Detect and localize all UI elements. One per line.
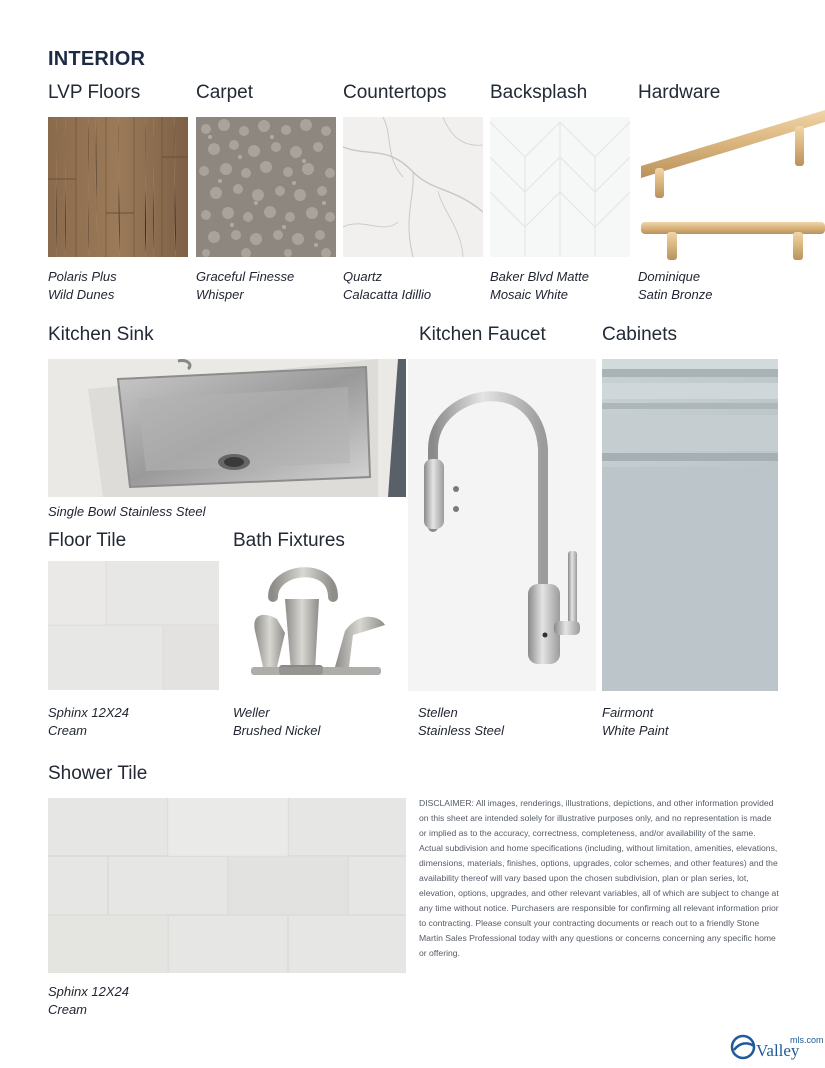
caption-kitchen-faucet	[418, 704, 504, 740]
heading-bath-fixtures: Bath Fixtures	[233, 530, 345, 551]
heading-floor-tile: Floor Tile	[48, 530, 127, 551]
caption-line1: Quartz	[343, 269, 383, 284]
caption-line1: Single Bowl Stainless Steel	[48, 504, 206, 519]
carpet-swatch	[196, 117, 336, 257]
hardware-swatch	[637, 108, 825, 268]
caption-line1: Baker Blvd Matte	[490, 269, 589, 284]
caption-line1: Sphinx 12X24	[48, 984, 129, 999]
caption-line1: Sphinx 12X24	[48, 705, 129, 720]
caption-line2: White Paint	[602, 723, 669, 738]
bath-fixtures-swatch	[233, 561, 404, 690]
shower-tile-swatch	[48, 798, 406, 973]
heading-kitchen-faucet: Kitchen Faucet	[419, 324, 546, 345]
heading-kitchen-sink: Kitchen Sink	[48, 324, 154, 345]
caption-backsplash	[490, 268, 589, 304]
logo-name: Valley	[756, 1041, 800, 1060]
caption-kitchen-sink	[48, 503, 206, 521]
caption-line2: Whisper	[196, 287, 244, 302]
caption-line2: Wild Dunes	[48, 287, 115, 302]
backsplash-swatch	[490, 117, 630, 257]
caption-line2: Cream	[48, 1002, 88, 1017]
caption-line2: Mosaic White	[490, 287, 569, 302]
heading-carpet: Carpet	[196, 82, 254, 103]
caption-shower-tile	[48, 983, 129, 1019]
caption-line1: Graceful Finesse	[196, 269, 295, 284]
kitchen-sink-swatch	[48, 359, 406, 497]
caption-countertops	[343, 268, 431, 304]
heading-lvp-floors: LVP Floors	[48, 82, 141, 103]
caption-line1: Stellen	[418, 705, 458, 720]
caption-line1: Polaris Plus	[48, 269, 117, 284]
section-title: INTERIOR	[48, 48, 146, 70]
valleymls-logo	[730, 1032, 825, 1062]
floor-tile-swatch	[48, 561, 219, 690]
disclaimer-text: DISCLAIMER: All images, renderings, illustrations, depictions, and other information provided on this sheet are intended solely for illustrative purposes only, and no representation is made or implied as to the accuracy, correctness, completeness, and/or availability of the same. Actual subdivision and home specifications (including, without limitation, amenities, elevations, dimensions, materials, finishes, options, upgrades, color schemes, and other features) and the availability thereof will vary based upon the chosen subdivision, plan or plan series, lot, elevation, options, upgrades, and other relevant variables, all of which are subject to change at any time without notice. Purchasers are responsible for confirming all relevant information prior to contracting. Please consult your contracting documents or reach out to a friendly Stone Martin Sales Professional today with any questions or concerns concerning any specific home or offering.	[419, 798, 779, 958]
logo-suffix: mls.com	[790, 1035, 824, 1045]
caption-floor-tile	[48, 704, 129, 740]
caption-line2: Cream	[48, 723, 88, 738]
kitchen-faucet-swatch	[408, 359, 596, 691]
caption-line2: Calacatta Idillio	[343, 287, 432, 302]
heading-hardware: Hardware	[638, 82, 721, 103]
caption-line2: Satin Bronze	[638, 287, 713, 302]
heading-cabinets: Cabinets	[602, 324, 677, 345]
cabinets-swatch	[602, 359, 778, 691]
caption-bath-fixtures	[233, 704, 320, 740]
caption-carpet	[196, 268, 294, 304]
caption-cabinets	[602, 704, 668, 740]
caption-line1: Weller	[233, 705, 270, 720]
countertops-swatch	[343, 117, 483, 257]
caption-lvp-floors	[48, 268, 117, 304]
caption-line1: Fairmont	[602, 705, 654, 720]
caption-line2: Stainless Steel	[418, 723, 504, 738]
heading-shower-tile: Shower Tile	[48, 763, 148, 784]
caption-line2: Brushed Nickel	[233, 723, 321, 738]
lvp-floors-swatch	[48, 117, 188, 257]
caption-line1: Dominique	[638, 269, 701, 284]
heading-backsplash: Backsplash	[490, 82, 588, 103]
heading-countertops: Countertops	[343, 82, 447, 103]
caption-hardware	[638, 268, 712, 304]
